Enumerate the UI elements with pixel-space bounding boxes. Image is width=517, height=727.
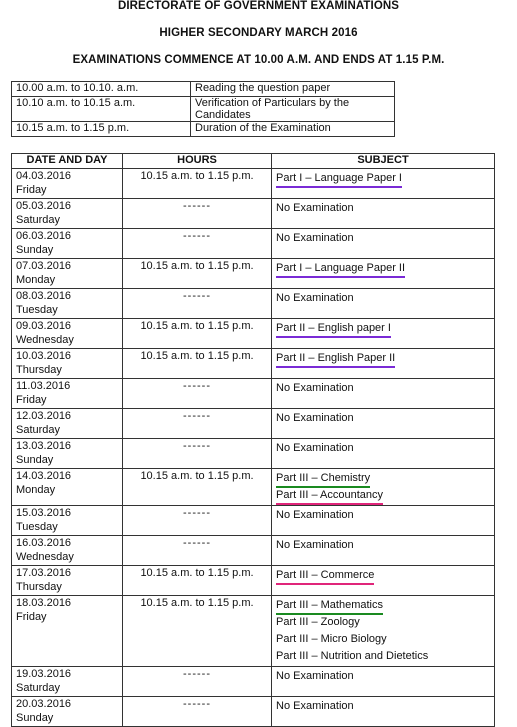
exam-day: Monday bbox=[16, 274, 56, 286]
hours-cell bbox=[123, 379, 272, 409]
hours-cell bbox=[123, 169, 272, 199]
exam-hours: ------ bbox=[183, 290, 211, 302]
timing-time: 10.00 a.m. to 10.10. a.m. bbox=[12, 82, 191, 97]
exam-timing-note: EXAMINATIONS COMMENCE AT 10.00 A.M. AND ENDS AT 1.15 P.M. bbox=[72, 54, 445, 66]
schedule-row bbox=[12, 319, 495, 349]
hours-cell bbox=[123, 319, 272, 349]
exam-day: Tuesday bbox=[16, 304, 58, 316]
exam-hours: ------ bbox=[183, 410, 211, 422]
exam-date: 11.03.2016 bbox=[16, 380, 71, 392]
timing-row bbox=[12, 82, 395, 97]
exam-day: Sunday bbox=[16, 244, 54, 256]
document-title: DIRECTORATE OF GOVERNMENT EXAMINATIONS bbox=[117, 0, 400, 12]
exam-date: 05.03.2016 bbox=[16, 200, 72, 212]
subject-name: Part III – Zoology bbox=[276, 616, 360, 628]
subject-name: Part III – Mathematics bbox=[276, 598, 383, 615]
subject-name: No Examination bbox=[276, 700, 354, 712]
timing-row bbox=[12, 97, 395, 122]
exam-day: Friday bbox=[16, 184, 47, 196]
schedule-row bbox=[12, 349, 495, 379]
hours-cell bbox=[123, 409, 272, 439]
exam-hours: 10.15 a.m. to 1.15 p.m. bbox=[140, 470, 254, 482]
exam-day: Sunday bbox=[16, 712, 54, 724]
timing-time: 10.15 a.m. to 1.15 p.m. bbox=[12, 122, 191, 137]
subject-cell bbox=[272, 697, 495, 727]
hours-cell bbox=[123, 667, 272, 697]
date-cell bbox=[12, 667, 123, 697]
schedule-row bbox=[12, 409, 495, 439]
schedule-row bbox=[12, 667, 495, 697]
subject-cell bbox=[272, 439, 495, 469]
schedule-row bbox=[12, 379, 495, 409]
exam-date: 18.03.2016 bbox=[16, 597, 72, 609]
exam-date: 15.03.2016 bbox=[16, 507, 72, 519]
schedule-row bbox=[12, 439, 495, 469]
timing-activity: Reading the question paper bbox=[191, 82, 395, 97]
exam-date: 16.03.2016 bbox=[16, 537, 72, 549]
exam-hours: ------ bbox=[183, 698, 211, 710]
subject-name: Part I – Language Paper I bbox=[276, 171, 402, 188]
date-cell bbox=[12, 469, 123, 506]
date-cell bbox=[12, 349, 123, 379]
date-cell bbox=[12, 536, 123, 566]
date-cell bbox=[12, 229, 123, 259]
exam-hours: ------ bbox=[183, 668, 211, 680]
exam-day: Wednesday bbox=[16, 334, 74, 346]
subject-name: Part II – English Paper II bbox=[276, 351, 395, 368]
exam-hours: ------ bbox=[183, 507, 211, 519]
hours-cell bbox=[123, 566, 272, 596]
exam-date: 13.03.2016 bbox=[16, 440, 72, 452]
schedule-header-row bbox=[12, 154, 495, 169]
subject-name: Part I – Language Paper II bbox=[276, 261, 405, 278]
subject-cell bbox=[272, 229, 495, 259]
subject-cell bbox=[272, 289, 495, 319]
column-header-subject: SUBJECT bbox=[272, 154, 495, 169]
exam-date: 17.03.2016 bbox=[16, 567, 72, 579]
exam-hours: ------ bbox=[183, 537, 211, 549]
column-header-hours: HOURS bbox=[123, 154, 272, 169]
subject-cell bbox=[272, 349, 495, 379]
subject-name: No Examination bbox=[276, 202, 354, 214]
exam-hours: 10.15 a.m. to 1.15 p.m. bbox=[140, 567, 254, 579]
exam-hours: ------ bbox=[183, 380, 211, 392]
date-cell bbox=[12, 596, 123, 667]
hours-cell bbox=[123, 469, 272, 506]
subject-cell bbox=[272, 536, 495, 566]
subject-cell bbox=[272, 469, 495, 506]
schedule-row bbox=[12, 697, 495, 727]
subject-name: Part III – Micro Biology bbox=[276, 633, 387, 645]
subject-cell bbox=[272, 566, 495, 596]
hours-cell bbox=[123, 596, 272, 667]
schedule-table bbox=[11, 153, 495, 727]
exam-day: Sunday bbox=[16, 454, 54, 466]
date-cell bbox=[12, 697, 123, 727]
exam-hours: 10.15 a.m. to 1.15 p.m. bbox=[140, 350, 254, 362]
exam-hours: ------ bbox=[183, 200, 211, 212]
exam-day: Wednesday bbox=[16, 551, 74, 563]
date-cell bbox=[12, 199, 123, 229]
exam-day: Saturday bbox=[16, 682, 61, 694]
exam-day: Saturday bbox=[16, 214, 61, 226]
date-cell bbox=[12, 259, 123, 289]
hours-cell bbox=[123, 349, 272, 379]
date-cell bbox=[12, 409, 123, 439]
schedule-row bbox=[12, 229, 495, 259]
subject-cell bbox=[272, 319, 495, 349]
schedule-body bbox=[12, 169, 495, 727]
subject-name: No Examination bbox=[276, 670, 354, 682]
exam-date: 06.03.2016 bbox=[16, 230, 72, 242]
hours-cell bbox=[123, 536, 272, 566]
schedule-row bbox=[12, 596, 495, 667]
exam-hours: 10.15 a.m. to 1.15 p.m. bbox=[140, 597, 254, 609]
exam-day: Tuesday bbox=[16, 521, 58, 533]
schedule-row bbox=[12, 469, 495, 506]
date-cell bbox=[12, 289, 123, 319]
hours-cell bbox=[123, 199, 272, 229]
hours-cell bbox=[123, 229, 272, 259]
subject-name: Part III – Chemistry bbox=[276, 471, 370, 488]
subject-name: Part III – Nutrition and Dietetics bbox=[276, 650, 429, 662]
exam-day: Friday bbox=[16, 611, 47, 623]
exam-hours: 10.15 a.m. to 1.15 p.m. bbox=[140, 260, 254, 272]
subject-name: No Examination bbox=[276, 232, 354, 244]
schedule-row bbox=[12, 259, 495, 289]
exam-hours: ------ bbox=[183, 440, 211, 452]
timing-activity: Duration of the Examination bbox=[191, 122, 395, 137]
subject-name: Part II – English paper I bbox=[276, 321, 391, 338]
timing-activity: Verification of Particulars by the Candidates bbox=[191, 97, 395, 122]
schedule-row bbox=[12, 506, 495, 536]
schedule-row bbox=[12, 169, 495, 199]
hours-cell bbox=[123, 506, 272, 536]
date-cell bbox=[12, 566, 123, 596]
exam-date: 20.03.2016 bbox=[16, 698, 72, 710]
exam-hours: 10.15 a.m. to 1.15 p.m. bbox=[140, 320, 254, 332]
subject-name: Part III – Accountancy bbox=[276, 488, 383, 505]
exam-date: 09.03.2016 bbox=[16, 320, 72, 332]
date-cell bbox=[12, 169, 123, 199]
subject-cell bbox=[272, 667, 495, 697]
subject-cell bbox=[272, 199, 495, 229]
exam-date: 10.03.2016 bbox=[16, 350, 72, 362]
subject-cell bbox=[272, 169, 495, 199]
exam-date: 04.03.2016 bbox=[16, 170, 72, 182]
exam-day: Thursday bbox=[16, 581, 62, 593]
schedule-row bbox=[12, 536, 495, 566]
subject-name: No Examination bbox=[276, 412, 354, 424]
schedule-row bbox=[12, 199, 495, 229]
schedule-row bbox=[12, 566, 495, 596]
date-cell bbox=[12, 379, 123, 409]
subject-name: No Examination bbox=[276, 442, 354, 454]
exam-hours: 10.15 a.m. to 1.15 p.m. bbox=[140, 170, 254, 182]
timing-time: 10.10 a.m. to 10.15 a.m. bbox=[12, 97, 191, 122]
exam-date: 19.03.2016 bbox=[16, 668, 72, 680]
subject-cell bbox=[272, 506, 495, 536]
schedule-row bbox=[12, 289, 495, 319]
subject-name: No Examination bbox=[276, 382, 354, 394]
column-header-date: DATE AND DAY bbox=[12, 154, 123, 169]
exam-day: Friday bbox=[16, 394, 47, 406]
hours-cell bbox=[123, 439, 272, 469]
hours-cell bbox=[123, 697, 272, 727]
exam-hours: ------ bbox=[183, 230, 211, 242]
subject-cell bbox=[272, 379, 495, 409]
subject-name: No Examination bbox=[276, 509, 354, 521]
timing-table bbox=[11, 81, 395, 137]
timing-row bbox=[12, 122, 395, 137]
exam-day: Monday bbox=[16, 484, 56, 496]
exam-date: 14.03.2016 bbox=[16, 470, 72, 482]
exam-session-title: HIGHER SECONDARY MARCH 2016 bbox=[159, 27, 358, 39]
exam-day: Saturday bbox=[16, 424, 61, 436]
date-cell bbox=[12, 506, 123, 536]
subject-cell bbox=[272, 409, 495, 439]
hours-cell bbox=[123, 259, 272, 289]
date-cell bbox=[12, 439, 123, 469]
exam-date: 08.03.2016 bbox=[16, 290, 72, 302]
exam-date: 07.03.2016 bbox=[16, 260, 72, 272]
subject-name: No Examination bbox=[276, 292, 354, 304]
subject-name: No Examination bbox=[276, 539, 354, 551]
hours-cell bbox=[123, 289, 272, 319]
subject-cell bbox=[272, 596, 495, 667]
subject-cell bbox=[272, 259, 495, 289]
subject-name: Part III – Commerce bbox=[276, 568, 374, 585]
exam-date: 12.03.2016 bbox=[16, 410, 72, 422]
date-cell bbox=[12, 319, 123, 349]
exam-day: Thursday bbox=[16, 364, 62, 376]
